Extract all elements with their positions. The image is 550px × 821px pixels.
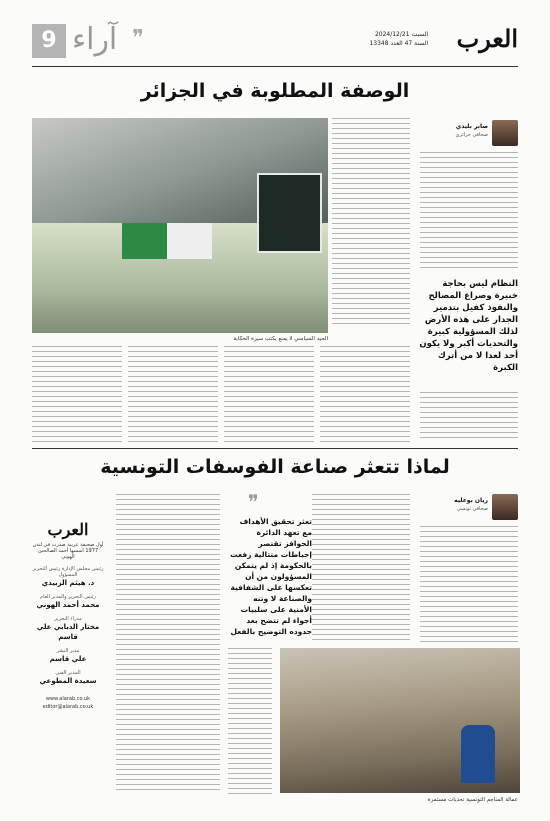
author-name: ريان بوعليه bbox=[454, 497, 488, 504]
quote-icon: ❞ bbox=[132, 26, 144, 51]
article-text-column bbox=[332, 118, 410, 328]
article-photo bbox=[32, 118, 328, 333]
quote-icon: ❞ bbox=[248, 490, 259, 514]
article-text-column bbox=[224, 346, 314, 442]
article-text-column bbox=[420, 152, 518, 272]
issue-info bbox=[369, 30, 428, 48]
credit-label: مدير النشر bbox=[56, 648, 80, 654]
author-box bbox=[448, 494, 518, 524]
photo-caption: الجيد السياسي لا يمنع يكتب سيرة الحكاية bbox=[233, 336, 328, 342]
photo-caption: عمالة المناجم التونسية تحديات مستمرة bbox=[427, 797, 518, 803]
credit-value: علي قاسم bbox=[49, 655, 87, 663]
article-text-column bbox=[228, 648, 272, 794]
credit-item bbox=[32, 616, 104, 642]
article-headline: لماذا تتعثر صناعة الفوسفات التونسية bbox=[100, 456, 450, 478]
credits-logo: العرب bbox=[47, 520, 89, 539]
article-headline: الوصفة المطلوبة في الجزائر bbox=[140, 80, 410, 102]
pull-quote: تعثر تحقيق الأهداف مع تعهد الدائرة الحوافز تقتصر إحباطات متتالية رفعت بالحكومة إذ لم يتمكن المسؤولون من أن تعكسها على الشفافية والصناعة لا وتنه الأمنية على سلبيات أجواء لم تتضح بعد حدوده التوضيح بالفعل bbox=[230, 517, 312, 636]
newspaper-logo: العرب bbox=[456, 24, 518, 53]
article-text-column bbox=[128, 346, 218, 442]
author-photo bbox=[492, 120, 518, 146]
author-name: صابر بليدي bbox=[455, 123, 488, 130]
credit-value: محمد أحمد الهوني bbox=[36, 601, 100, 609]
credit-label: المدير الفني bbox=[55, 670, 81, 676]
page-number: 9 bbox=[32, 24, 66, 58]
article-text-column bbox=[420, 526, 518, 642]
article-text-column bbox=[116, 494, 220, 794]
credit-label: رئيس التحرير والمدير العام bbox=[40, 594, 96, 600]
newspaper-credits bbox=[32, 520, 104, 710]
credit-item bbox=[32, 648, 104, 664]
credit-label: رئيس مجلس الإدارة رئيس التحرير المسؤول bbox=[32, 566, 104, 578]
photo-poster-shape bbox=[257, 173, 322, 253]
credit-item bbox=[32, 566, 104, 588]
article-photo bbox=[280, 648, 520, 793]
header-divider bbox=[32, 66, 518, 67]
article-text-column bbox=[420, 392, 518, 442]
photo-worker-shape bbox=[461, 725, 495, 783]
article-text-column bbox=[32, 346, 122, 442]
author-box bbox=[448, 120, 518, 150]
credits-website[interactable]: www.alarab.co.uk bbox=[45, 696, 91, 702]
issue-date: السبت 2024/12/21 bbox=[374, 31, 428, 38]
credits-email[interactable]: editor@alarab.co.uk bbox=[42, 704, 94, 710]
author-role: صحافي تونسي bbox=[456, 506, 488, 512]
photo-flag-shape bbox=[122, 223, 212, 259]
credit-value: سعيدة المطوعي bbox=[39, 677, 97, 685]
credit-value: مختار الدبابي علي قاسم bbox=[36, 623, 100, 641]
author-role: صحافي جزائري bbox=[455, 132, 488, 138]
credit-item bbox=[32, 594, 104, 610]
article-text-column bbox=[320, 346, 410, 442]
credit-label: مدراء التحرير bbox=[54, 616, 82, 622]
author-photo bbox=[492, 494, 518, 520]
article-divider bbox=[32, 448, 518, 449]
credit-item bbox=[32, 670, 104, 686]
credit-value: د. هيثم الزبيدي bbox=[41, 579, 95, 587]
issue-number: السنة 47 العدد 13348 bbox=[369, 40, 428, 47]
article-text-column bbox=[312, 494, 410, 642]
credits-tagline: أول صحيفة عربية صدرت في لندن 1977 أسسها أحمد الصالحين الهوني bbox=[32, 542, 104, 560]
section-title: آراء bbox=[72, 22, 118, 57]
pull-quote: النظام ليس بحاجة خبيرة وصراع المصالح والنفوذ كفيل بتدمير الجدار على هذه الأرض لذلك المسؤولية كبيرة والتحديات أكبر ولا يكون أحد لعدا لا من أترك الكبرة bbox=[419, 279, 518, 373]
masthead bbox=[32, 22, 518, 62]
